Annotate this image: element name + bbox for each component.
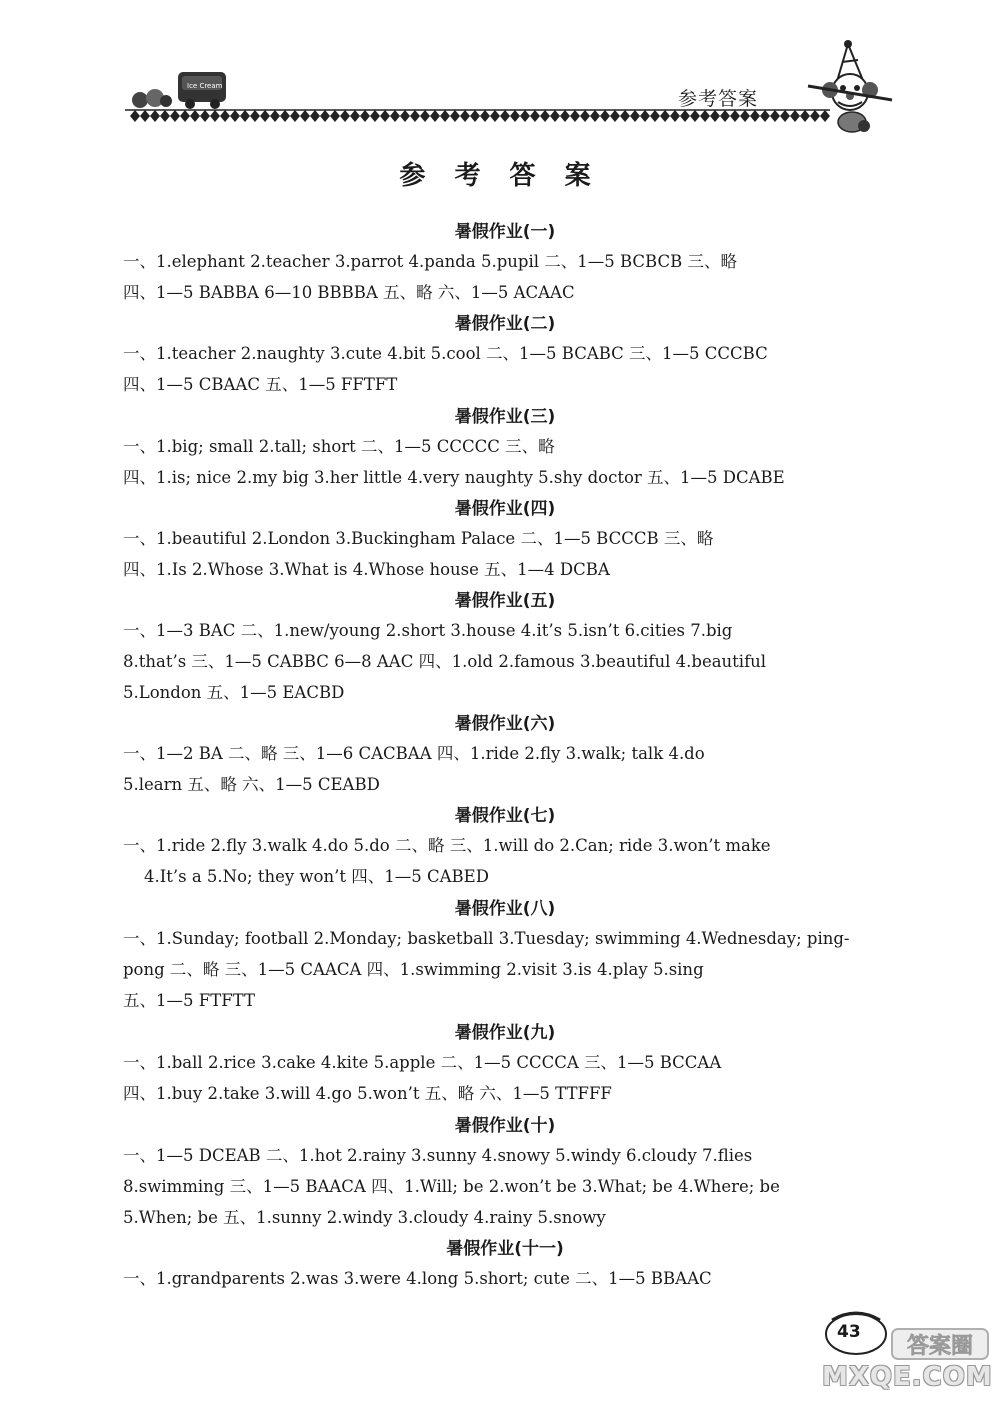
diamond-mark — [200, 110, 210, 122]
diamond-mark — [320, 110, 330, 122]
answer-line: 四、1.buy 2.take 3.will 4.go 5.won’t 五、略 六、1—5 TTFFF — [123, 1084, 612, 1103]
answer-line: 一、1.grandparents 2.was 3.were 4.long 5.short; cute 二、1—5 BBAAC — [123, 1269, 712, 1288]
diamond-mark — [260, 110, 270, 122]
diamond-mark — [570, 110, 580, 122]
answer-line: 一、1.ride 2.fly 3.walk 4.do 5.do 二、略 三、1.will do 2.Can; ride 3.won’t make — [123, 836, 771, 855]
diamond-mark — [740, 110, 750, 122]
answer-line: 四、1—5 BABBA 6—10 BBBBA 五、略 六、1—5 ACAAC — [123, 283, 575, 302]
answer-line: 一、1.elephant 2.teacher 3.parrot 4.panda 5.pupil 二、1—5 BCBCB 三、略 — [123, 252, 737, 271]
diamond-mark — [310, 110, 320, 122]
diamond-mark — [140, 110, 150, 122]
diamond-mark — [460, 110, 470, 122]
page-title: 参 考 答 案 — [399, 161, 601, 191]
diamond-mark — [180, 110, 190, 122]
diamond-mark — [210, 110, 220, 122]
answer-line: 一、1.Sunday; football 2.Monday; basketball 3.Tuesday; swimming 4.Wednesday; ping- — [123, 929, 850, 948]
section-title: 暑假作业(五) — [454, 591, 556, 611]
answer-line: 5.London 五、1—5 EACBD — [123, 683, 345, 702]
diamond-mark — [130, 110, 140, 122]
diamond-mark — [530, 110, 540, 122]
watermark-logo — [890, 1325, 990, 1363]
answer-line: 五、1—5 FTFTT — [123, 991, 255, 1010]
diamond-mark — [380, 110, 390, 122]
diamond-mark — [340, 110, 350, 122]
diamond-mark — [350, 110, 360, 122]
diamond-mark — [660, 110, 670, 122]
diamond-mark — [160, 110, 170, 122]
diamond-mark — [400, 110, 410, 122]
diamond-mark — [700, 110, 710, 122]
answer-line: 8.that’s 三、1—5 CABBC 6—8 AAC 四、1.old 2.famous 3.beautiful 4.beautiful — [123, 652, 767, 671]
answer-line: 四、1.Is 2.Whose 3.What is 4.Whose house 五、1—4 DCBA — [123, 560, 610, 579]
diamond-mark — [820, 110, 830, 122]
diamond-mark — [280, 110, 290, 122]
diamond-mark — [270, 110, 280, 122]
diamond-mark — [640, 110, 650, 122]
page-header — [0, 0, 1000, 140]
diamond-mark — [600, 110, 610, 122]
answer-line: 4.It’s a 5.No; they won’t 四、1—5 CABED — [144, 867, 489, 886]
diamond-mark — [690, 110, 700, 122]
section-title: 暑假作业(九) — [454, 1023, 556, 1043]
diamond-mark — [290, 110, 300, 122]
diamond-border — [130, 110, 830, 122]
diamond-mark — [150, 110, 160, 122]
section-title: 暑假作业(八) — [454, 899, 556, 919]
answer-line: 一、1—3 BAC 二、1.new/young 2.short 3.house 4.it’s 5.isn’t 6.cities 7.big — [123, 621, 733, 640]
diamond-mark — [580, 110, 590, 122]
header-label: 参考答案 — [678, 88, 759, 110]
diamond-mark — [680, 110, 690, 122]
diamond-mark — [560, 110, 570, 122]
diamond-mark — [390, 110, 400, 122]
answer-line: 一、1.beautiful 2.London 3.Buckingham Palace 二、1—5 BCCCB 三、略 — [123, 529, 714, 548]
diamond-mark — [800, 110, 810, 122]
answer-line: 四、1.is; nice 2.my big 3.her little 4.very naughty 5.shy doctor 五、1—5 DCABE — [123, 468, 785, 487]
diamond-mark — [540, 110, 550, 122]
diamond-mark — [410, 110, 420, 122]
answer-line: 四、1—5 CBAAC 五、1—5 FFTFT — [123, 375, 398, 394]
diamond-mark — [470, 110, 480, 122]
ice-cream-cart-icon — [132, 72, 226, 109]
diamond-mark — [630, 110, 640, 122]
diamond-mark — [750, 110, 760, 122]
answer-line: 8.swimming 三、1—5 BAACA 四、1.Will; be 2.won’t be 3.What; be 4.Where; be — [123, 1177, 780, 1196]
header-decoration — [0, 0, 1000, 140]
section-title: 暑假作业(四) — [454, 499, 556, 519]
page-number: 43 — [837, 1322, 861, 1342]
answer-line: 5.When; be 五、1.sunny 2.windy 3.cloudy 4.rainy 5.snowy — [123, 1208, 606, 1227]
answer-line: 一、1.teacher 2.naughty 3.cute 4.bit 5.cool 二、1—5 BCABC 三、1—5 CCCBC — [123, 344, 768, 363]
diamond-mark — [450, 110, 460, 122]
diamond-mark — [770, 110, 780, 122]
section-title: 暑假作业(三) — [454, 407, 556, 427]
diamond-mark — [420, 110, 430, 122]
answer-line: 一、1.big; small 2.tall; short 二、1—5 CCCCC 三、略 — [123, 437, 555, 456]
diamond-mark — [730, 110, 740, 122]
diamond-mark — [490, 110, 500, 122]
section-title: 暑假作业(十一) — [446, 1239, 564, 1259]
diamond-mark — [670, 110, 680, 122]
section-title: 暑假作业(二) — [454, 314, 556, 334]
watermark-text: MXQE.COM — [822, 1362, 993, 1392]
diamond-mark — [480, 110, 490, 122]
answer-line: pong 二、略 三、1—5 CAACA 四、1.swimming 2.visit 3.is 4.play 5.sing — [123, 960, 704, 979]
diamond-mark — [720, 110, 730, 122]
section-title: 暑假作业(十) — [454, 1116, 556, 1136]
answer-line: 一、1.ball 2.rice 3.cake 4.kite 5.apple 二、1—5 CCCCA 三、1—5 BCCAA — [123, 1053, 722, 1072]
diamond-mark — [620, 110, 630, 122]
diamond-mark — [430, 110, 440, 122]
answer-line: 5.learn 五、略 六、1—5 CEABD — [123, 775, 380, 794]
diamond-mark — [590, 110, 600, 122]
section-title: 暑假作业(一) — [454, 222, 556, 242]
diamond-mark — [780, 110, 790, 122]
diamond-mark — [370, 110, 380, 122]
clown-icon — [808, 40, 892, 132]
cart-label: Ice Cream — [187, 82, 223, 90]
diamond-mark — [330, 110, 340, 122]
diamond-mark — [710, 110, 720, 122]
diamond-mark — [520, 110, 530, 122]
diamond-mark — [500, 110, 510, 122]
diamond-mark — [170, 110, 180, 122]
diamond-mark — [220, 110, 230, 122]
diamond-mark — [790, 110, 800, 122]
diamond-mark — [300, 110, 310, 122]
answer-line: 一、1—5 DCEAB 二、1.hot 2.rainy 3.sunny 4.snowy 5.windy 6.cloudy 7.flies — [123, 1146, 753, 1165]
diamond-mark — [440, 110, 450, 122]
diamond-mark — [610, 110, 620, 122]
svg-text:答案圈: 答案圈 — [906, 1334, 974, 1359]
diamond-mark — [510, 110, 520, 122]
diamond-mark — [190, 110, 200, 122]
section-title: 暑假作业(六) — [454, 714, 556, 734]
diamond-mark — [250, 110, 260, 122]
diamond-mark — [650, 110, 660, 122]
diamond-mark — [760, 110, 770, 122]
diamond-mark — [360, 110, 370, 122]
diamond-mark — [810, 110, 820, 122]
diamond-mark — [550, 110, 560, 122]
diamond-mark — [230, 110, 240, 122]
section-title: 暑假作业(七) — [454, 806, 556, 826]
diamond-mark — [240, 110, 250, 122]
answer-line: 一、1—2 BA 二、略 三、1—6 CACBAA 四、1.ride 2.fly 3.walk; talk 4.do — [123, 744, 705, 763]
